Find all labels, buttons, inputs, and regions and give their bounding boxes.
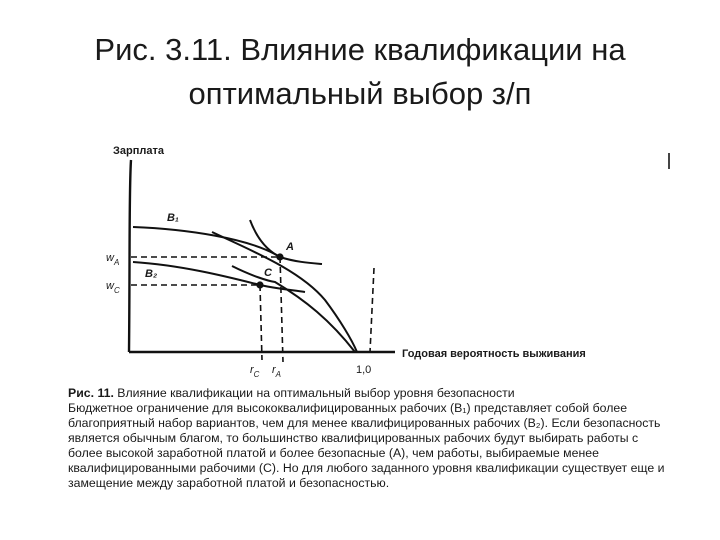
curve-b2-label: B₂ bbox=[145, 268, 158, 280]
caption-heading: Влияние квалификации на оптимальный выбор уровня безопасности bbox=[117, 386, 515, 400]
figure-caption bbox=[68, 386, 668, 491]
point-c-label: C bbox=[264, 267, 272, 279]
caption-number: 11. bbox=[97, 386, 114, 400]
risk-c-guide bbox=[260, 285, 262, 360]
caption-prefix: Рис. bbox=[68, 386, 95, 400]
risk-a-label: $r_A$ bbox=[272, 364, 282, 379]
budget-curve-b1 bbox=[212, 232, 357, 352]
title-line-2: оптимальный выбор з/п bbox=[188, 76, 532, 111]
x-axis-label: Годовая вероятность выживания bbox=[402, 348, 586, 360]
y-axis bbox=[129, 160, 131, 352]
curve-b1-label: B₁ bbox=[167, 212, 179, 224]
budget-curve-b2 bbox=[232, 266, 355, 352]
risk-c-label: $r_C$ bbox=[250, 364, 260, 379]
point-a-label: A bbox=[286, 241, 294, 253]
y-axis-label: Зарплата bbox=[113, 145, 164, 157]
caption-body: Бюджетное ограничение для высококвалифицированных рабочих (B₁) представляет собой более благоприятный набор вариантов, чем для менее квалифицированных рабочих (B₂). Если безопасность является обычным благом, то большинство квалифицированных рабочих будут выбирать работы с более высокой заработной платой и более безопасные (A), чем работы, выбираемые менее квалифицированными рабочими (C). Но для любого заданного уровня квалификации существует еще и замещение между заработной платой и безопасностью. bbox=[68, 401, 665, 490]
point-a-marker bbox=[276, 253, 283, 260]
indifference-curve-low bbox=[133, 262, 305, 292]
certainty-guide bbox=[370, 268, 374, 352]
title-line-1: Рис. 3.11. Влияние квалификации на bbox=[94, 32, 626, 67]
wage-a-label: $w_A$ bbox=[106, 252, 120, 267]
edge-mark bbox=[668, 153, 670, 169]
risk-a-guide bbox=[280, 257, 283, 362]
point-c-marker bbox=[256, 281, 263, 288]
wage-c-label: $w_C$ bbox=[106, 280, 120, 295]
x-end-label: 1,0 bbox=[356, 364, 372, 376]
